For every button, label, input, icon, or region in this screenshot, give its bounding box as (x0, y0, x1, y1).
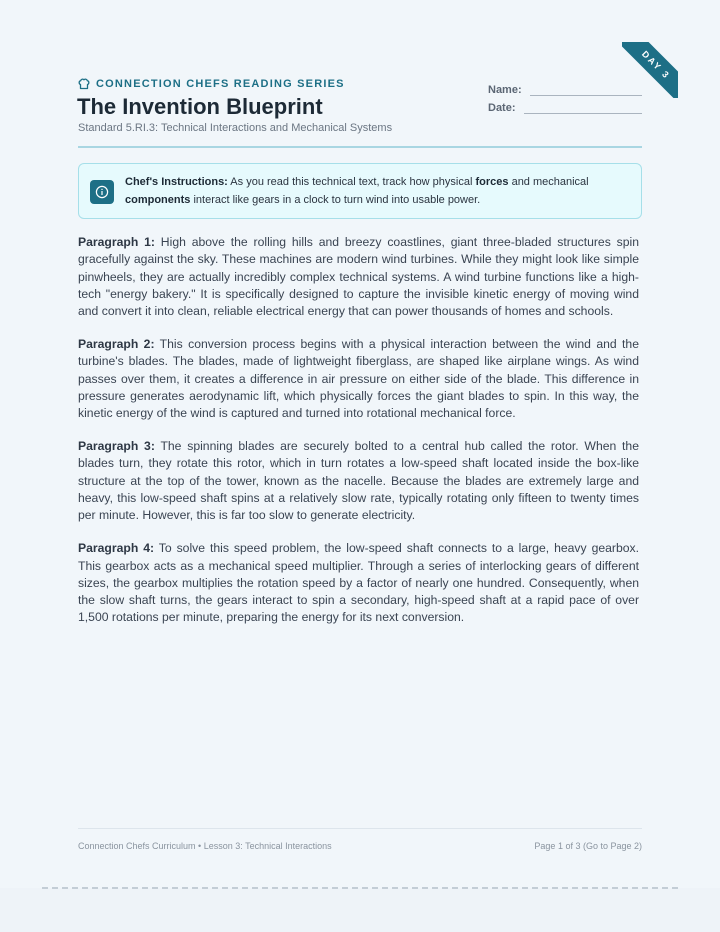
instructions-text-1: As you read this technical text, track how physical (227, 176, 476, 188)
page-break-divider (42, 887, 678, 889)
name-field[interactable] (488, 78, 642, 96)
day-ribbon-label: DAY 3 (622, 42, 678, 98)
series-header (78, 78, 345, 90)
paragraph-1 (78, 234, 639, 320)
paragraph-text: The spinning blades are securely bolted to a central hub called the rotor. When the blades turn, they rotate this rotor, which in turn rotates a low-speed shaft located inside the box-like structure at the top of the tower, known as the nacelle. Because the blades are extremely large and heavy, this low-speed shaft spins at a relatively slow rate, typically rotating only fifteen to twenty times per minute. However, this is far too slow to generate electricity. (78, 439, 639, 523)
series-label: CONNECTION CHEFS READING SERIES (96, 78, 345, 90)
footer-divider (78, 828, 642, 829)
footer-curriculum: Connection Chefs Curriculum • Lesson 3: Technical Interactions (78, 841, 332, 851)
student-fields (488, 78, 642, 114)
instructions-bold-forces: forces (475, 176, 509, 188)
page-title: The Invention Blueprint (77, 94, 323, 119)
reading-passage (78, 234, 639, 642)
paragraph-3 (78, 438, 639, 524)
paragraph-2 (78, 336, 639, 422)
footer-page-number[interactable]: Page 1 of 3 (Go to Page 2) (534, 841, 642, 851)
date-field[interactable] (488, 96, 642, 114)
paragraph-text: To solve this speed problem, the low-speed shaft connects to a large, heavy gearbox. This gearbox acts as a mechanical speed multiplier. Through a series of interlocking gears of different sizes, the gearbox multiplies the rotation speed by a factor of nearly one hundred. Consequently, when the slow shaft turns, the gears interact to spin a secondary, high-speed shaft at a rapid pace of over 1,500 rotations per minute, preparing the energy for its next conversion. (78, 541, 639, 625)
paragraph-lead: Paragraph 1: (78, 235, 155, 249)
info-icon (90, 180, 114, 204)
paragraph-lead: Paragraph 2: (78, 337, 155, 352)
instructions-callout (78, 163, 642, 219)
paragraph-4 (78, 540, 639, 626)
date-label: Date: (488, 102, 516, 114)
name-label: Name: (488, 84, 522, 96)
instructions-text (125, 174, 627, 209)
chef-hat-icon (78, 78, 90, 90)
paragraph-text: This conversion process begins with a physical interaction between the wind and the turbine's blades. The blades, made of lightweight fiberglass, are shaped like airplane wings. As wind passes over them, it creates a difference in air pressure on either side of the blade. This difference in pressure generates aerodynamic lift, which physically forces the giant blades to spin. In this way, the kinetic energy of the wind is captured and turned into rotational mechanical force. (78, 337, 639, 421)
instructions-text-3: interact like gears in a clock to turn wind into usable power. (190, 193, 481, 206)
date-line[interactable] (524, 101, 642, 114)
instructions-text-2: and mechanical (508, 176, 589, 188)
header-divider (78, 146, 642, 148)
instructions-bold-components: components (125, 193, 191, 206)
paragraph-lead: Paragraph 3: (78, 439, 155, 454)
name-line[interactable] (530, 83, 642, 96)
paragraph-text: High above the rolling hills and breezy coastlines, giant three-bladed structures spin gracefully against the sky. These machines are modern wind turbines. While they might look like simple pinwheels, they are actually incredibly complex technical systems. A wind turbine functions like a high-tech "energy bakery." It is specifically designed to capture the invisible kinetic energy of moving wind and convert it into clean, reliable electrical energy that can power thousands of homes and schools. (78, 235, 639, 319)
paragraph-lead: Paragraph 4: (78, 541, 155, 556)
instructions-heading: Chef's Instructions: (125, 176, 228, 188)
standard-subtitle: Standard 5.RI.3: Technical Interactions and Mechanical Systems (78, 122, 393, 134)
